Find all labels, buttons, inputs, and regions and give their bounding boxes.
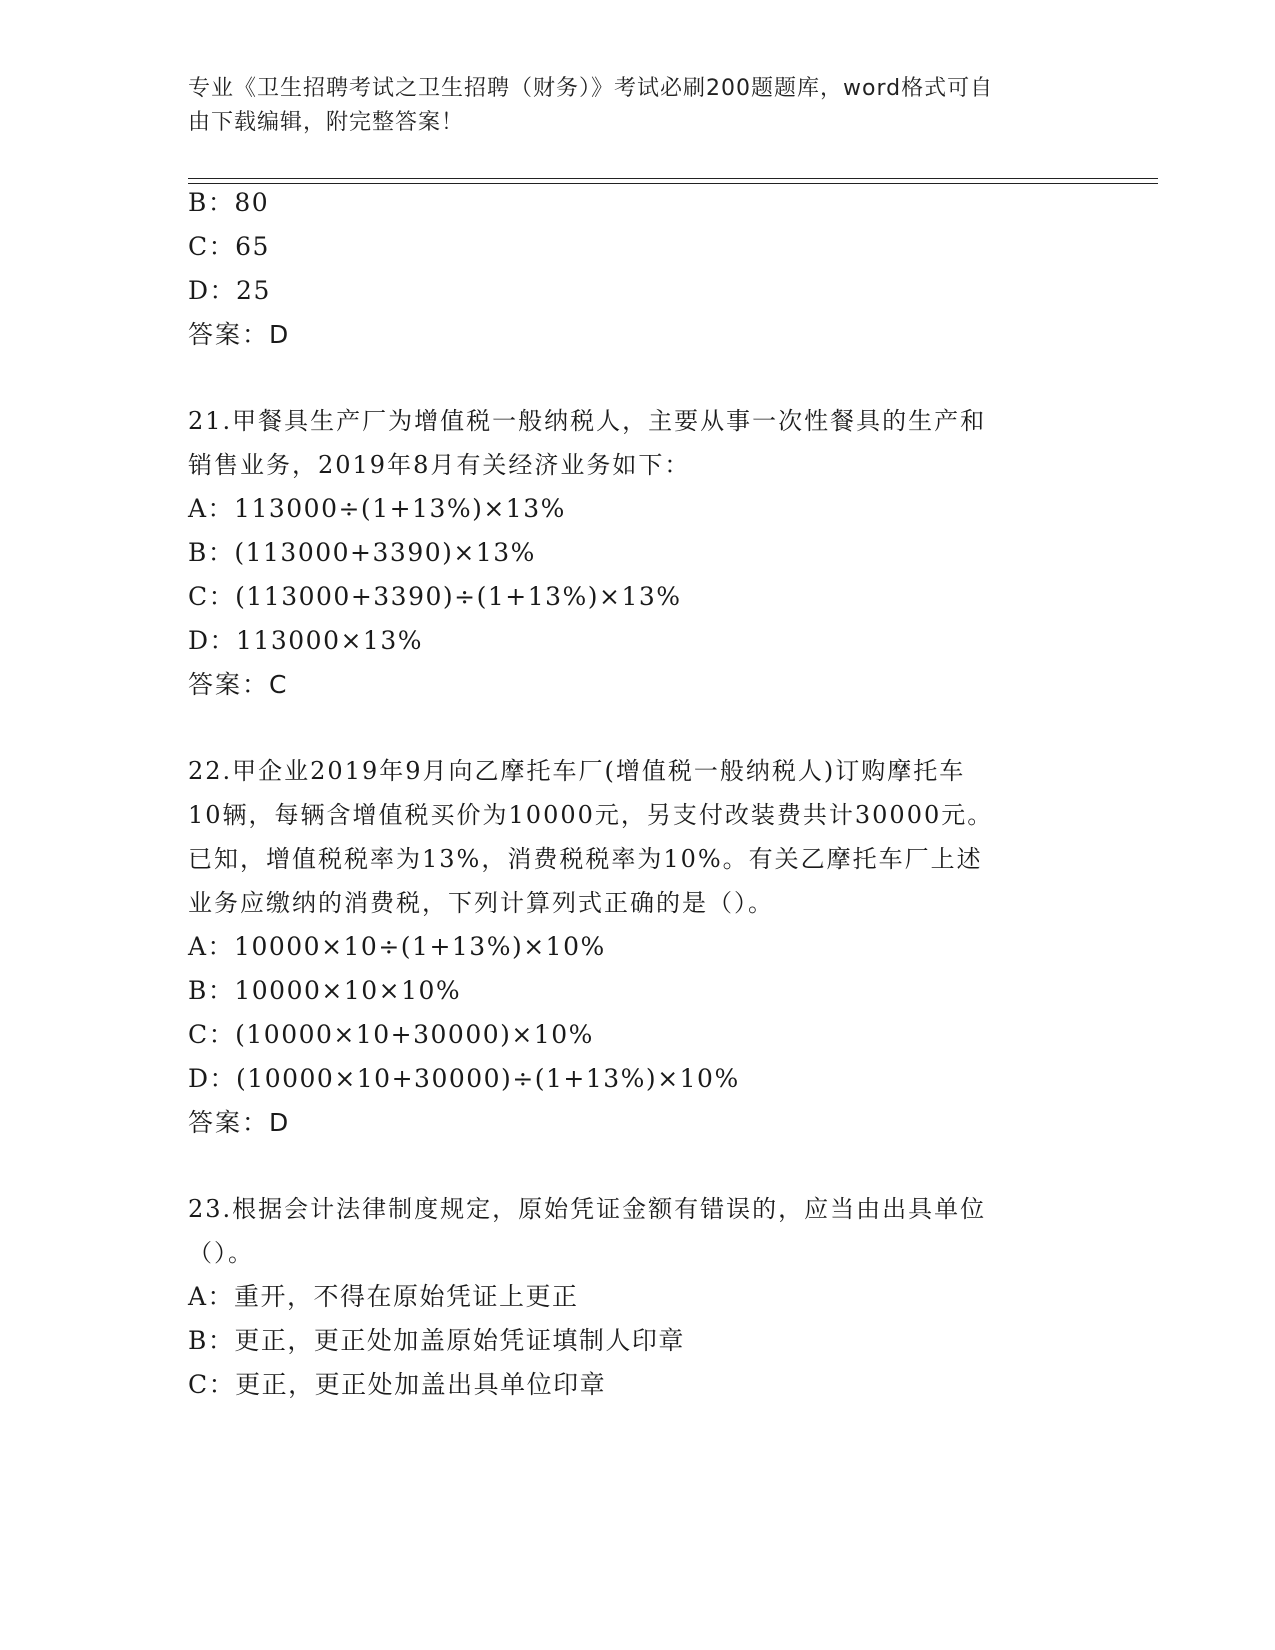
prev-option-b: B：80 xyxy=(188,188,270,217)
document-header xyxy=(188,72,1068,140)
q23-stem-line-1: 23.根据会计法律制度规定，原始凭证金额有错误的，应当由出具单位 xyxy=(188,1195,987,1223)
q21-option-d: D：113000×13% xyxy=(188,626,423,655)
q22-stem-line-2: 10辆，每辆含增值税买价为10000元，另支付改装费共计30000元。 xyxy=(188,801,994,829)
q22-option-d: D：(10000×10+30000)÷(1+13%)×10% xyxy=(188,1064,740,1093)
q21-option-c: C：(113000+3390)÷(1+13%)×13% xyxy=(188,582,682,611)
q22-option-c: C：(10000×10+30000)×10% xyxy=(188,1020,594,1049)
q23-option-a: A：重开，不得在原始凭证上更正 xyxy=(188,1282,579,1311)
prev-option-d: D：25 xyxy=(188,276,271,305)
header-line-2: 由下载编辑，附完整答案！ xyxy=(188,110,465,135)
q22-option-b: B：10000×10×10% xyxy=(188,976,462,1005)
q21-stem-line-2: 销售业务，2019年8月有关经济业务如下： xyxy=(188,451,691,479)
header-rule-bottom xyxy=(188,183,1158,184)
q21-option-a: A：113000÷(1+13%)×13% xyxy=(188,494,566,523)
header-rule-top xyxy=(188,178,1158,179)
q22-stem-line-4: 业务应缴纳的消费税，下列计算列式正确的是（）。 xyxy=(188,889,774,917)
q22-answer: 答案：D xyxy=(188,1108,291,1137)
q22-stem-line-3: 已知，增值税税率为13%，消费税税率为10%。有关乙摩托车厂上述 xyxy=(188,845,983,873)
prev-answer: 答案：D xyxy=(188,320,291,349)
q21-stem-line-1: 21.甲餐具生产厂为增值税一般纳税人，主要从事一次性餐具的生产和 xyxy=(188,407,987,435)
q23-option-b: B：更正，更正处加盖原始凭证填制人印章 xyxy=(188,1326,685,1355)
prev-option-c: C：65 xyxy=(188,232,270,261)
q23-option-c: C：更正，更正处加盖出具单位印章 xyxy=(188,1370,607,1399)
q21-option-b: B：(113000+3390)×13% xyxy=(188,538,536,567)
q22-stem-line-1: 22.甲企业2019年9月向乙摩托车厂(增值税一般纳税人)订购摩托车 xyxy=(188,757,966,785)
header-line-1: 专业《卫生招聘考试之卫生招聘（财务）》考试必刷200题题库，word格式可自 xyxy=(188,76,994,101)
q22-option-a: A：10000×10÷(1+13%)×10% xyxy=(188,932,606,961)
q23-stem-line-2: （）。 xyxy=(188,1239,254,1267)
q21-answer: 答案：C xyxy=(188,670,289,699)
